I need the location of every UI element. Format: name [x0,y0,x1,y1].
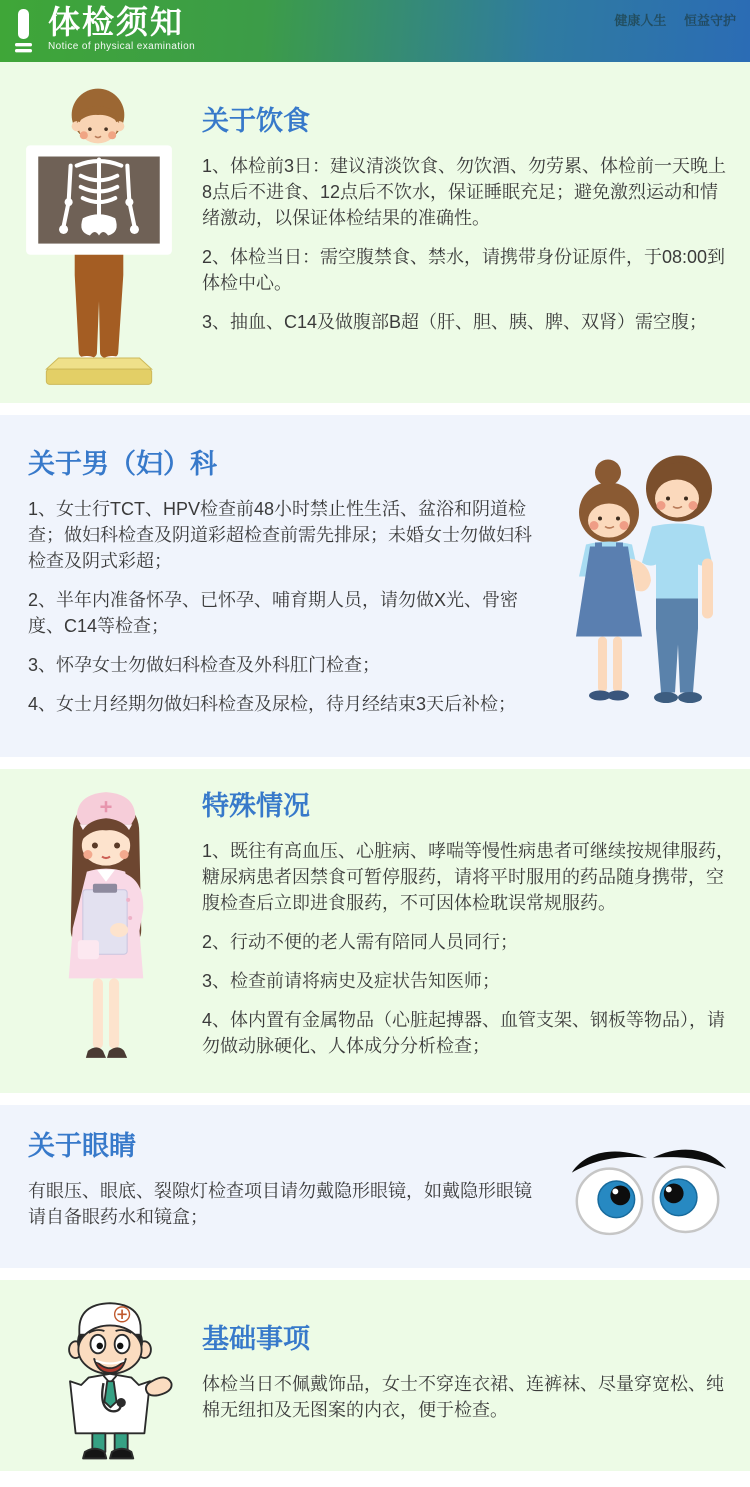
couple-illustration [546,439,746,732]
xray-patient-illustration [18,84,180,394]
section-special [0,769,750,1093]
nurse-illustration [30,777,182,1074]
page-title: 体检须知 [48,4,185,40]
section-gyn-item: 2、半年内准备怀孕、已怀孕、哺育期人员，请勿做X光、骨密度、C14等检查； [28,590,519,636]
section-basic-title: 基础事项 [202,1324,310,1354]
section-eyes-title: 关于眼睛 [28,1131,136,1161]
section-special-item: 4、体内置有金属物品（心脏起搏器、血管支架、钢板等物品），请勿做动脉硬化、人体成分分析检查； [202,1010,726,1056]
section-eyes [0,1105,750,1268]
section-divider [0,757,750,769]
footer-strip [0,1471,750,1487]
section-divider [0,1268,750,1280]
section-gyn-title: 关于男（妇）科 [28,449,217,479]
tagline-right: 恒益守护 [683,13,736,28]
section-gyn-item: 4、女士月经期勿做妇科检查及尿检，待月经结束3天后补检； [28,694,517,714]
section-divider [0,403,750,415]
section-diet [0,62,750,403]
highlighter-bar-icon [10,9,36,60]
section-eyes-item: 有眼压、眼底、裂隙灯检查项目请勿戴隐形眼镜，如戴隐形眼镜请自备眼药水和镜盒； [28,1181,532,1227]
section-gyn [0,415,750,757]
section-diet-title: 关于饮食 [202,106,310,136]
tagline-left: 健康人生 [614,13,667,28]
section-basic-item: 体检当日不佩戴饰品，女士不穿连衣裙、连裤袜、尽量穿宽松、纯棉无纽扣及无图案的内衣，便于检查。 [202,1374,724,1420]
section-divider [0,1093,750,1105]
section-diet-item: 1、体检前3日：建议清淡饮食、勿饮酒、勿劳累、体检前一天晚上8点后不进食、12点后不饮水，保证睡眠充足；避免激烈运动和情绪激动，以保证体检结果的准确性。 [202,156,727,228]
header-tagline [600,10,736,29]
section-special-item: 3、检查前请将病史及症状告知医师； [202,971,501,991]
section-special-title: 特殊情况 [202,791,310,821]
header-titles [48,4,195,52]
eyes-illustration [558,1131,736,1242]
section-gyn-item: 3、怀孕女士勿做妇科检查及外科肛门检查； [28,655,381,675]
section-basic [0,1280,750,1471]
section-gyn-item: 1、女士行TCT、HPV检查前48小时禁止性生活、盆浴和阴道检查；做妇科检查及阴道彩超检查前需先排尿；未婚女士勿做妇科检查及阴式彩超； [28,499,532,571]
doctor-illustration [34,1292,186,1469]
header-banner [0,0,750,62]
page-subtitle: Notice of physical examination [48,41,196,52]
section-special-item: 2、行动不便的老人需有陪同人员同行； [202,932,519,952]
section-diet-item: 3、抽血、C14及做腹部B超（肝、胆、胰、脾、双肾）需空腹； [202,312,708,332]
section-special-item: 1、既往有高血压、心脏病、哮喘等慢性病患者可继续按规律服药，糖尿病患者因禁食可暂停服药，请将平时服用的药品随身携带，空腹检查后立即进食服药，不可因体检耽误常规服药。 [202,841,735,913]
section-diet-item: 2、体检当日：需空腹禁食、禁水，请携带身份证原件，于08:00到体检中心。 [202,247,726,293]
